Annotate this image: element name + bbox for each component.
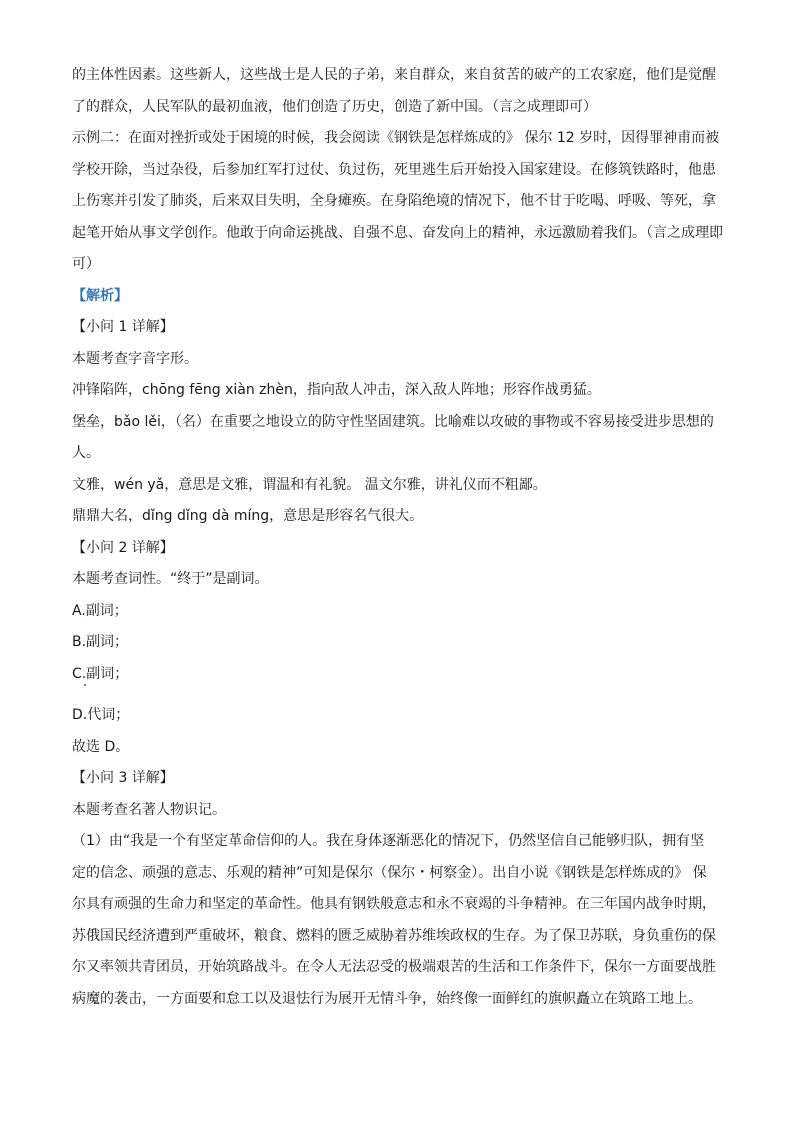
question-3-header: 【小问 3 详解】 <box>72 770 174 786</box>
option-b: B.副词； <box>72 634 129 650</box>
example-two-line: 示例二：在面对挫折或处于困境的时候，我会阅读《钢铁是怎样炼成的》 保尔 12 岁时，因得罪神甫而被 <box>72 130 720 146</box>
question-3-line: 定的信念、顽强的意志、乐观的精神”可知是保尔（保尔・柯察金）。出自小说《钢铁是怎样炼成的》 保 <box>72 864 707 881</box>
paragraph-line: 了的群众，人民军队的最初血液，他们创造了历史，创造了新中国。（言之成理即可） <box>72 98 597 115</box>
stray-dot-mark <box>84 684 86 686</box>
option-c: C.副词； <box>72 665 129 682</box>
question-3-intro: 本题考查名著人物识记。 <box>72 801 226 818</box>
question-1-intro: 本题考查字音字形。 <box>72 350 198 367</box>
option-a: A.副词； <box>72 602 128 619</box>
question-2-intro: 本题考查词性。“终于”是副词。 <box>72 571 269 587</box>
example-two-line: 学校开除，当过杂役，后参加红军打过仗、负过伤，死里逃生后开始投入国家建设。在修筑铁路时，他患 <box>72 161 716 178</box>
analysis-label: 【解析】 <box>72 287 128 304</box>
question-1-item: 人。 <box>72 445 100 461</box>
paragraph-line: 的主体性因素。这些新人，这些战士是人民的子弟，来自群众，来自贫苦的破产的工农家庭，他们是觉醒 <box>72 67 716 83</box>
question-2-header: 【小问 2 详解】 <box>72 539 174 556</box>
question-3-line: （1）由“我是一个有坚定革命信仰的人。我在身体逐渐恶化的情况下，仍然坚信自己能够归队，拥有坚 <box>72 833 705 849</box>
question-3-line: 尔具有顽强的生命力和坚定的革命性。他具有钢铁般意志和永不衰竭的斗争精神。在三年国内战争时期， <box>72 896 716 912</box>
question-1-header: 【小问 1 详解】 <box>72 319 174 335</box>
question-3-line: 苏俄国民经济遭到严重破坏，粮食、燃料的匮乏威胁着苏维埃政权的生存。为了保卫苏联，身负重伤的保 <box>72 927 716 944</box>
example-two-line: 可） <box>72 256 100 272</box>
example-two-line: 上伤寒并引发了肺炎，后来双目失明，全身瘫痪。在身陷绝境的情况下，他不甘于吃喝、呼吸、等死，拿 <box>72 193 716 209</box>
question-1-item: 鼎鼎大名，dǐng dǐng dà míng，意思是形容名气很大。 <box>72 508 424 524</box>
option-d: D.代词； <box>72 707 130 723</box>
question-3-line: 尔又率领共青团员，开始筑路战斗。在令人无法忍受的极端艰苦的生活和工作条件下，保尔一方面要战胜 <box>72 959 716 975</box>
example-two-line: 起笔开始从事文学创作。他敢于向命运挑战、自强不息、奋发向上的精神，永远激励着我们。（言之成理即 <box>72 224 723 241</box>
question-1-item: 文雅，wén yǎ，意思是文雅，谓温和有礼貌。 温文尔雅，讲礼仪而不粗鄙。 <box>72 476 547 493</box>
question-1-item: 冲锋陷阵，chōng fēng xiàn zhèn，指向敌人冲击，深入敌人阵地；形容作战勇猛。 <box>72 382 601 398</box>
question-2-answer: 故选 D。 <box>72 738 130 755</box>
question-1-item: 堡垒，bǎo lěi，（名）在重要之地设立的防守性坚固建筑。比喻难以攻破的事物或不容易接受进步思想的 <box>72 413 714 430</box>
question-3-line: 病魔的袭击，一方面要和怠工以及退怯行为展开无情斗争，始终像一面鲜红的旗帜矗立在筑路工地上。 <box>72 990 702 1007</box>
document-body <box>72 60 722 1015</box>
